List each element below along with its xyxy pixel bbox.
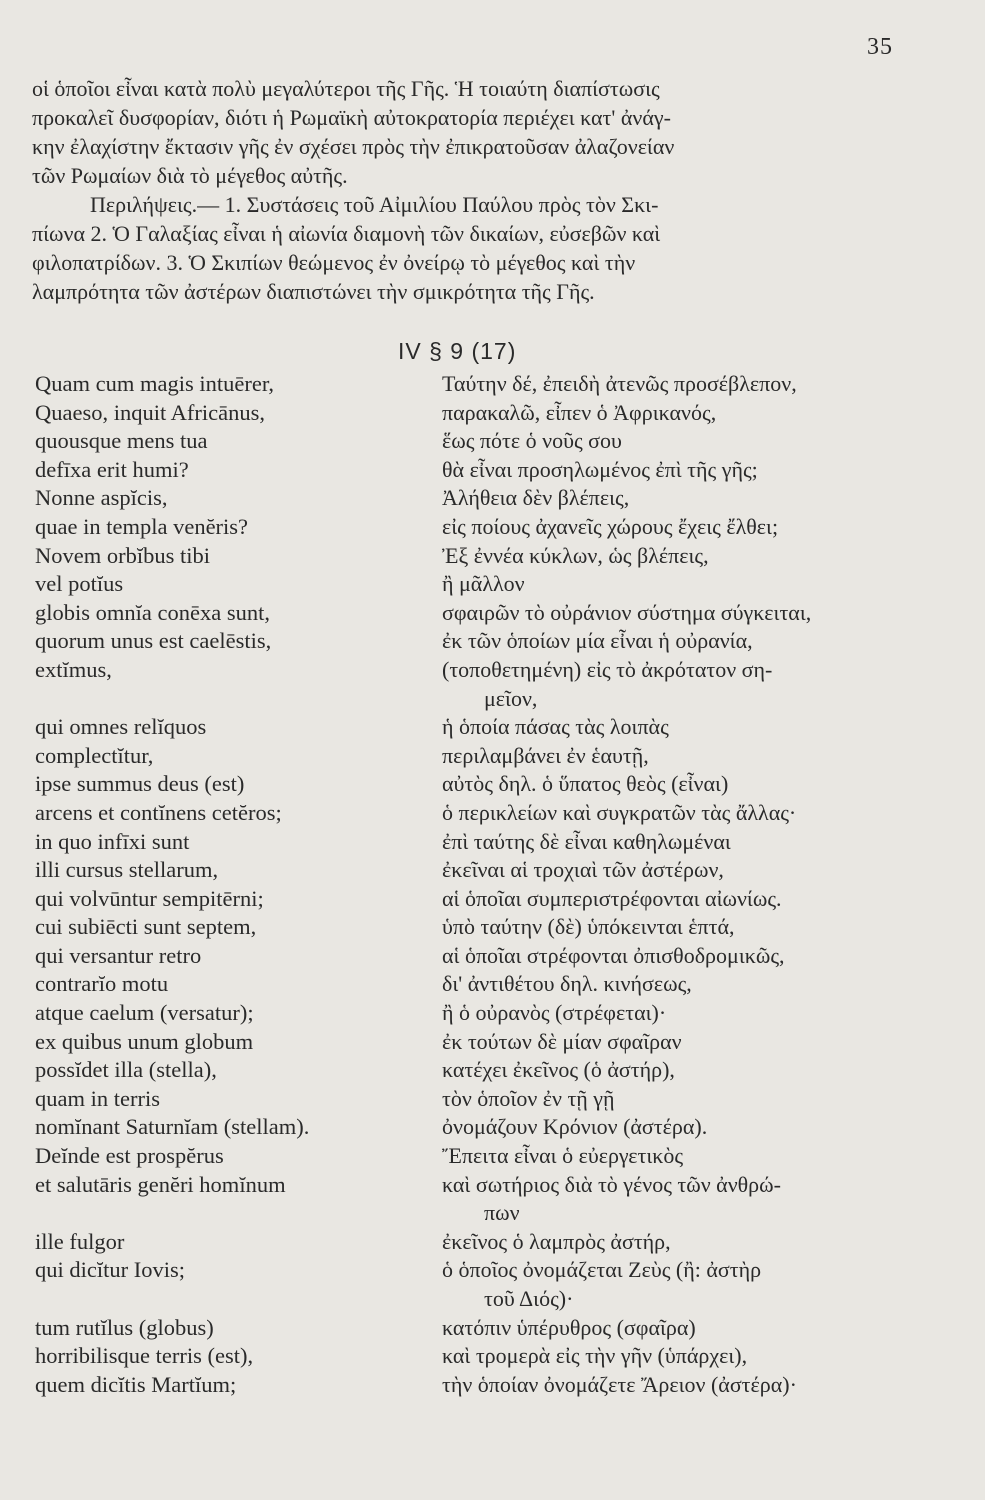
latin-line: qui volvūntur sempitērni; [35, 885, 264, 911]
greek-line: αὐτὸς δηλ. ὁ ὕπατος θεὸς (εἶναι) [442, 771, 729, 797]
greek-line: ὁ ὁποῖος ὀνομάζεται Ζεὺς (ἢ: ἀστὴρ [442, 1257, 762, 1283]
latin-line: extĭmus, [35, 656, 112, 682]
summary-line: προκαλεῖ δυσφορίαν, διότι ἡ Ρωμαϊκὴ αὐτοκρατορία περιέχει κατ' ἀνάγ- [32, 105, 671, 130]
greek-line: τοῦ Διός)· [484, 1286, 574, 1311]
greek-line: ἐκ τῶν ὁποίων μία εἶναι ἡ οὐρανία, [442, 628, 753, 654]
greek-line: δι' ἀντιθέτου δηλ. κινήσεως, [442, 971, 692, 997]
latin-line: Quaeso, inquit Africānus, [35, 399, 265, 425]
latin-line: ipse summus deus (est) [35, 771, 245, 797]
latin-line: globis omnĭa conēxa sunt, [35, 599, 270, 625]
latin-line: qui dicĭtur Iovis; [35, 1257, 185, 1283]
latin-line: illi cursus stellarum, [35, 857, 219, 883]
latin-line: vel potĭus [35, 571, 124, 597]
page-number: 35 [867, 34, 893, 60]
greek-line: θὰ εἶναι προσηλωμένος ἐπὶ τῆς γῆς; [442, 456, 758, 482]
greek-line: Ταύτην δέ, ἐπειδὴ ἀτενῶς προσέβλεπον, [442, 371, 797, 396]
greek-line: ὑπὸ ταύτην (δὲ) ὑπόκεινται ἑπτά, [442, 914, 735, 940]
greek-line: ἐπὶ ταύτης δὲ εἶναι καθηλωμέναι [442, 828, 731, 854]
greek-translation-column [442, 370, 972, 1399]
latin-line: quorum unus est caelēstis, [35, 628, 272, 654]
latin-line: quem dicĭtis Martĭum; [35, 1371, 237, 1397]
latin-line: Deĭnde est prospĕrus [35, 1143, 224, 1169]
greek-line: Ἔπειτα εἶναι ὁ εὐεργετικὸς [442, 1143, 684, 1169]
greek-line: περιλαμβάνει ἐν ἑαυτῇ, [442, 742, 649, 768]
latin-line: complectĭtur, [35, 742, 154, 768]
latin-line: defīxa erit humi? [35, 456, 189, 482]
latin-line: qui versantur retro [35, 942, 202, 968]
latin-line: qui omnes relĭquos [35, 714, 207, 740]
latin-line: et salutāris genĕri homĭnum [35, 1171, 286, 1197]
summary-line: Περιλήψεις.— 1. Συστάσεις τοῦ Αἰμιλίου Παύλου πρὸς τὸν Σκι- [90, 192, 659, 217]
latin-line: horribilisque terris (est), [35, 1343, 254, 1369]
greek-line: πων [484, 1200, 520, 1226]
latin-line: nomĭnant Saturnĭam (stellam). [35, 1114, 310, 1140]
greek-line: μεῖον, [484, 685, 538, 711]
greek-line: ἢ ὁ οὐρανὸς (στρέφεται)· [442, 1000, 667, 1026]
greek-line: (τοποθετημένη) εἰς τὸ ἀκρότατον ση- [442, 656, 773, 682]
latin-line: quae in templa venĕris? [35, 513, 249, 539]
section-heading: IV § 9 (17) [398, 338, 517, 364]
latin-line: quam in terris [35, 1085, 160, 1111]
greek-line: εἰς ποίους ἀχανεῖς χώρους ἔχεις ἔλθει; [442, 513, 779, 539]
greek-line: σφαιρῶν τὸ οὐράνιον σύστημα σύγκειται, [442, 599, 812, 625]
summary-line: πίωνα 2. Ὁ Γαλαξίας εἶναι ἡ αἰωνία διαμονὴ τῶν δικαίων, εὐσεβῶν καὶ [32, 221, 661, 246]
greek-line: Ἀλήθεια δὲν βλέπεις, [442, 485, 630, 511]
latin-line [35, 1285, 435, 1314]
greek-line: αἱ ὁποῖαι συμπεριστρέφονται αἰωνίως. [442, 885, 782, 911]
greek-line: ὁ περικλείων καὶ συγκρατῶν τὰς ἄλλας· [442, 799, 797, 825]
latin-line: atque caelum (versatur); [35, 1000, 254, 1026]
greek-line: ἐκεῖναι αἱ τροχιαὶ τῶν ἀστέρων, [442, 857, 724, 883]
summary-line: τῶν Ρωμαίων διὰ τὸ μέγεθος αὐτῆς. [32, 163, 348, 188]
greek-line: κατέχει ἐκεῖνος (ὁ ἀστήρ), [442, 1057, 675, 1083]
summary-line: κην ἐλαχίστην ἔκτασιν γῆς ἐν σχέσει πρὸς τὴν ἐπικρατοῦσαν ἀλαζονείαν [32, 134, 675, 159]
summary-paragraph [32, 74, 927, 306]
latin-line: ille fulgor [35, 1228, 125, 1254]
greek-line: ὀνομάζουν Κρόνιον (ἀστέρα). [442, 1114, 708, 1140]
greek-line: καὶ τρομερὰ εἰς τὴν γῆν (ὑπάρχει), [442, 1343, 748, 1369]
latin-line: quousque mens tua [35, 428, 208, 454]
summary-line: οἱ ὁποῖοι εἶναι κατὰ πολὺ μεγαλύτεροι τῆς Γῆς. Ἡ τοιαύτη διαπίστωσις [32, 76, 660, 101]
latin-line: contrarĭo motu [35, 971, 169, 997]
latin-line: Nonne aspĭcis, [35, 485, 168, 511]
greek-line: αἱ ὁποῖαι στρέφονται ὀπισθοδρομικῶς, [442, 942, 785, 968]
greek-line: Ἐξ ἐννέα κύκλων, ὡς βλέπεις, [442, 542, 709, 568]
latin-line [35, 1199, 435, 1228]
greek-line: ἐκεῖνος ὁ λαμπρὸς ἀστήρ, [442, 1228, 671, 1254]
greek-line: τὸν ὁποῖον ἐν τῇ γῇ [442, 1085, 615, 1111]
greek-line: τὴν ὁποίαν ὀνομάζετε Ἄρειον (ἀστέρα)· [442, 1371, 797, 1397]
summary-line: φιλοπατρίδων. 3. Ὁ Σκιπίων θεώμενος ἐν ὀνείρῳ τὸ μέγεθος καὶ τὴν [32, 250, 636, 275]
latin-line: cui subiēcti sunt septem, [35, 914, 257, 940]
greek-line: καὶ σωτήριος διὰ τὸ γένος τῶν ἀνθρώ- [442, 1171, 781, 1197]
summary-line: λαμπρότητα τῶν ἀστέρων διαπιστώνει τὴν σμικρότητα τῆς Γῆς. [32, 279, 595, 304]
greek-line: παρακαλῶ, εἶπεν ὁ Ἀφρικανός, [442, 399, 717, 425]
greek-line: κατόπιν ὑπέρυθρος (σφαῖρα) [442, 1314, 696, 1340]
latin-line: tum rutĭlus (globus) [35, 1314, 214, 1340]
greek-line: ἐκ τούτων δὲ μίαν σφαῖραν [442, 1028, 682, 1054]
latin-line: in quo infīxi sunt [35, 828, 190, 854]
latin-text-column [35, 370, 435, 1399]
latin-line: ex quibus unum globum [35, 1028, 254, 1054]
greek-line: ἢ μᾶλλον [442, 571, 525, 597]
latin-line: Novem orbĭbus tibi [35, 542, 210, 568]
latin-line [35, 685, 435, 714]
latin-line: Quam cum magis intuērer, [35, 371, 275, 396]
greek-line: ἕως πότε ὁ νοῦς σου [442, 428, 622, 454]
latin-line: arcens et contĭnens cetĕros; [35, 799, 282, 825]
greek-line: ἡ ὁποία πάσας τὰς λοιπὰς [442, 714, 669, 740]
latin-line: possĭdet illa (stella), [35, 1057, 217, 1083]
